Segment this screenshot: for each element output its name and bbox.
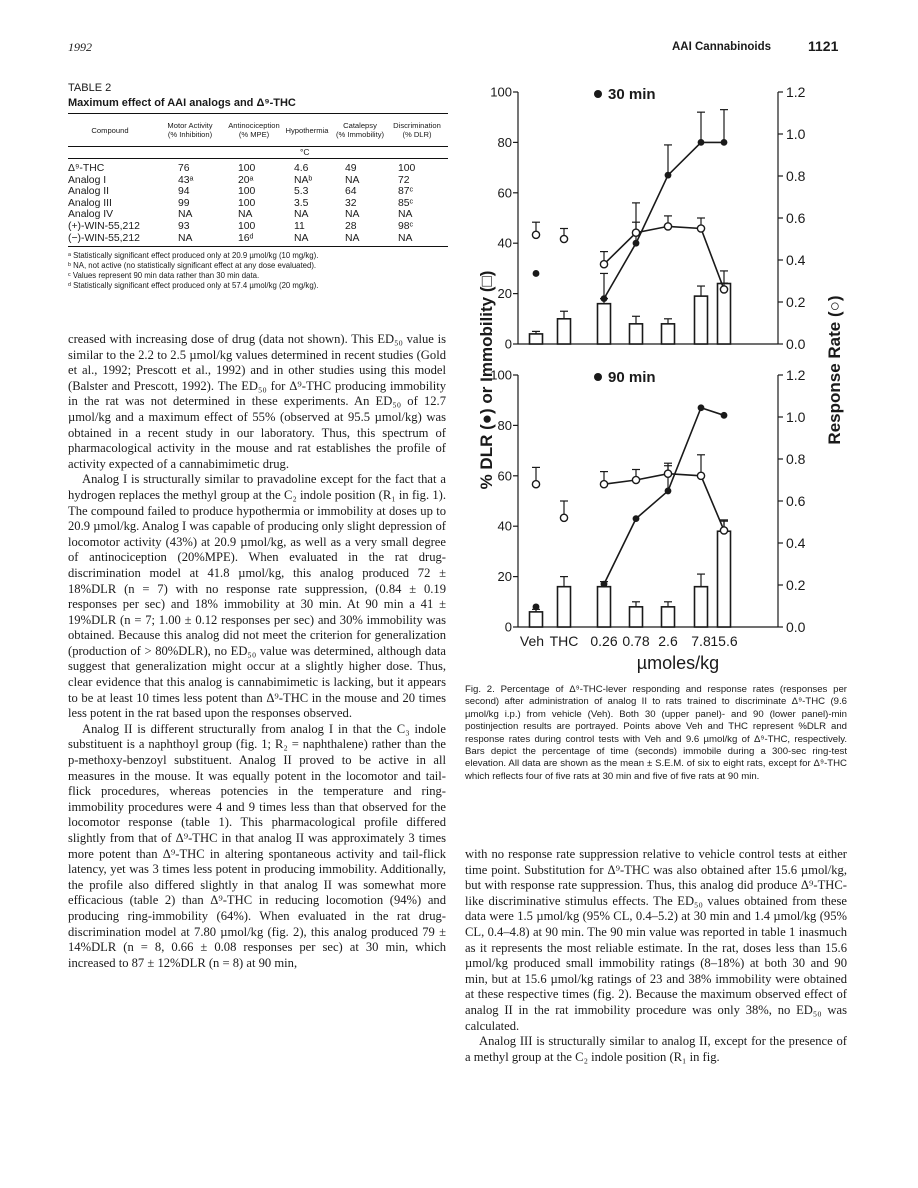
right-tick-label: 0.2: [786, 577, 806, 593]
response-rate-point: [532, 231, 539, 238]
right-tick-label: 1.2: [786, 84, 806, 100]
immobility-bar: [598, 587, 611, 627]
col-header-hypothermia: [280, 126, 334, 135]
table-cell: 43ᵃ: [178, 174, 194, 186]
dlr-point: [698, 139, 705, 146]
table-cell: 11: [294, 220, 305, 232]
col-header-line: (% Immobility): [335, 130, 385, 139]
table-row: [68, 175, 448, 187]
response-rate-point: [600, 261, 607, 268]
left-tick-label: 100: [490, 367, 512, 383]
table-cell: 87ᶜ: [398, 186, 414, 198]
left-tick-label: 20: [497, 286, 512, 302]
x-tick-label: THC: [549, 633, 579, 649]
table-cell: NA: [345, 209, 360, 221]
left-tick-label: 80: [497, 417, 512, 433]
table-cell: 16ᵈ: [238, 232, 254, 244]
immobility-bar: [558, 319, 571, 344]
col-header-line: (% Inhibition): [167, 130, 213, 139]
immobility-bar: [662, 324, 675, 344]
col-header-compound: [68, 126, 152, 135]
col-header-catalepsy: [330, 121, 390, 139]
response-rate-point: [720, 527, 727, 534]
table-body: [68, 159, 448, 244]
left-tick-label: 0: [504, 619, 512, 635]
col-header-line: Catalepsy: [343, 121, 377, 130]
panel-title: 90 min: [608, 369, 656, 386]
table-row: [68, 186, 448, 198]
dlr-point: [665, 172, 672, 179]
dlr-point: [633, 515, 640, 522]
table-cell: 98ᶜ: [398, 220, 414, 232]
table-bottom-rule: [68, 246, 448, 247]
response-rate-line: [604, 474, 724, 531]
response-rate-point: [632, 229, 639, 236]
response-rate-point: [720, 286, 727, 293]
col-header-line: Antinociception: [228, 121, 280, 130]
table-cell: NA: [345, 232, 360, 244]
header-year: 1992: [68, 40, 92, 54]
row-compound: (−)-WIN-55,212: [68, 232, 140, 244]
col-header-discrimination: [386, 121, 448, 139]
table-cell: 72: [398, 174, 410, 186]
col-header-line: Compound: [91, 126, 129, 135]
dlr-line: [604, 408, 724, 584]
table-cell: 100: [238, 197, 256, 209]
dlr-line: [604, 142, 724, 298]
right-tick-label: 0.2: [786, 294, 806, 310]
row-compound: Analog II: [68, 186, 110, 198]
page-number: 1121: [808, 38, 839, 54]
dlr-point: [601, 295, 608, 302]
table-cell: NA: [238, 209, 253, 221]
left-tick-label: 60: [497, 185, 512, 201]
table-label: TABLE 2: [68, 82, 112, 94]
right-tick-label: 0.4: [786, 535, 806, 551]
footnote: ᵈ Statistically significant effect produced only at 57.4 µmol/kg (20 mg/kg).: [68, 281, 319, 291]
response-rate-point: [664, 470, 671, 477]
table-cell: 85ᶜ: [398, 197, 414, 209]
response-rate-point: [560, 235, 567, 242]
table-cell: NA: [345, 174, 360, 186]
x-tick-label: Veh: [519, 633, 545, 649]
table: [68, 113, 448, 291]
row-compound: Analog III: [68, 197, 112, 209]
table-row: [68, 221, 448, 233]
left-tick-label: 40: [497, 518, 512, 534]
right-tick-label: 0.4: [786, 252, 806, 268]
table-row: [68, 198, 448, 210]
col-header-line: (% DLR): [402, 130, 432, 139]
response-rate-point: [600, 481, 607, 488]
paragraph: Analog II is different structurally from analog I in that the C₃ indole substituent is a naphthoyl group (fig. 1; R₂ = naphthalene) rather than the p-methoxy-benzoyl substituent. Analog II proved to be active in all measures in the mouse. It was equally potent in the locomotor and tail-flick procedures, whereas potencies in the temperature and ring-immobility procedures were 4 and 9 times less than that observed for the locomotor response (table 1). This pharmacological profile differed slightly from that of Δ⁹-THC in that analog II was approximately 3 times more potent than Δ⁹-THC in altering spontaneous activity and tail-flick latency, yet was 3 times less potent in producing immobility. Additionally, the profile also differed slightly in that analog II was somewhat more efficacious (table 2) than Δ⁹-THC in reducing locomotion (94%) and producing ring-immobility (64%). When evaluated in the rat drug-discrimination model at 7.80 µmol/kg (fig. 2), this analog produced 79 ± 14%DLR (n = 8, 0.66 ± 0.08 responses per sec) at 30 min, which increased to 87 ± 12%DLR (n = 8) at 90 min,: [68, 721, 446, 970]
paragraph: with no response rate suppression relative to vehicle control tests at either time point. Substitution for Δ⁹-THC was also obtained after 15.6 µmol/kg, but with response rate suppression. Thus, this analog did produce Δ⁹-THC-like discriminative stimulus effects. The ED₅₀ values obtained from these data were 1.5 µmol/kg (95% CL, 0.4–5.2) at 30 min and 1.4 µmol/kg (95% CL, 0.4–4.8) at 90 min. The 90 min value was reported in table 1 inasmuch as it represents the most reliable estimate. In the rat, doses less than 15.6 µmol/kg produced small immobility ratings (8–18%) at both 30 and 90 min, but at 15.6 µmol/kg ratings of 23 and 38% immobility were obtained at these respective times (fig. 2). Because the maximum observed effect of analog II in the rat immobility procedure was only 38%, no ED₅₀ was calculated.: [465, 847, 847, 1033]
col-header-line: Motor Activity: [167, 121, 213, 130]
response-rate-line: [604, 226, 724, 289]
panel-title-dot: [594, 373, 602, 381]
right-axis-label: Response Rate (○): [825, 295, 844, 445]
dlr-point: [533, 270, 540, 277]
row-compound: Analog I: [68, 174, 107, 186]
left-tick-label: 40: [497, 235, 512, 251]
response-rate-point: [560, 514, 567, 521]
right-tick-label: 0.0: [786, 619, 806, 635]
right-tick-label: 0.8: [786, 168, 806, 184]
paragraph: creased with increasing dose of drug (data not shown). This ED₅₀ value is similar to the 2.2 to 2.5 µmol/kg values determined in recent studies (Gold et al., 1992; Prescott et al., 1992) and in other studies using this model (Balster and Prescott, 1992). The ED₅₀ for Δ⁹-THC producing immobility in the rat was not determined in these experiments. An ED₅₀ of 12.7 µmol/kg and a maximum effect of 55% (observed at 95.5 µmol/kg) was obtained in a recent study in our laboratory. Thus, this spectrum of pharmacological activity in the mouse and rat establishes the profile of activity expected of a cannabimimetic drug.: [68, 332, 446, 471]
right-tick-label: 1.2: [786, 367, 806, 383]
panel-title-dot: [594, 90, 602, 98]
left-column-text: [68, 332, 446, 971]
immobility-bar: [695, 296, 708, 344]
table-cell: 49: [345, 163, 357, 174]
table-cell: NA: [398, 232, 413, 244]
x-tick-label: 0.78: [622, 633, 650, 649]
response-rate-point: [697, 472, 704, 479]
table-cell: 100: [238, 163, 256, 174]
table-cell: 76: [178, 163, 190, 174]
row-compound: (+)-WIN-55,212: [68, 220, 140, 232]
immobility-bar: [718, 531, 731, 627]
immobility-bar: [630, 324, 643, 344]
table-cell: 64: [345, 186, 357, 198]
table-cell: 28: [345, 220, 357, 232]
right-column-text: [465, 847, 847, 1065]
right-tick-label: 0.0: [786, 336, 806, 352]
x-tick-label: 2.6: [658, 633, 678, 649]
response-rate-point: [664, 223, 671, 230]
dlr-point: [721, 412, 728, 419]
panel-title: 30 min: [608, 86, 656, 103]
left-tick-label: 0: [504, 336, 512, 352]
table-cell: 100: [238, 186, 256, 198]
left-tick-label: 100: [490, 84, 512, 100]
immobility-bar: [558, 587, 571, 627]
table-row: [68, 163, 448, 175]
footnote: ᵃ Statistically significant effect produced only at 20.9 µmol/kg (10 mg/kg).: [68, 251, 319, 261]
dlr-point: [633, 240, 640, 247]
dlr-point: [721, 139, 728, 146]
immobility-bar: [530, 612, 543, 627]
table-cell: 94: [178, 186, 190, 198]
unit-row: [68, 147, 448, 158]
table-cell: NA: [294, 209, 309, 221]
col-header-line: Discrimination: [393, 121, 441, 130]
col-header-motor: [158, 121, 222, 139]
paragraph: Analog I is structurally similar to pravadoline except for the fact that a hydrogen replaces the methyl group at the C₂ indole position (R₁ in fig. 1). The compound failed to produce hypothermia or immobility at doses up to 20.9 µmol/kg. Analog I was capable of producing only slight depression of locomotor activity (43%) at 20.9 µmol/kg, as well as a very small degree of antinociception (20%MPE). When evaluated in the rat drug-discrimination model at 41.8 µmol/kg, this analog produced 72 ± 18%DLR (n = 7) with no response rate suppression, (0.84 ± 0.19 responses per sec) and 18% immobility at 30 min. At 90 min a 41 ± 19%DLR (n = 7; 1.00 ± 0.12 responses per sec) and 30% immobility was obtained. Because this analog did not meet the criterion for generalization (production of > 80%DLR), no ED₅₀ value was determined, although data suggest that generalization might occur at a slightly higher dose. Thus, clear evidence that this analog is cannabimimetic is lacking, but it appears to be at least 10 times less potent than Δ⁹-THC in the mouse and 20 times less potent in the rat based upon the responses observed.: [68, 472, 446, 721]
left-tick-label: 80: [497, 134, 512, 150]
figure-2: [460, 70, 860, 682]
paragraph: Analog III is structurally similar to analog II, except for the presence of a methyl group at the C₂ indole position (R₁ in fig.: [465, 1034, 847, 1064]
row-compound: Δ⁹-THC: [68, 163, 105, 174]
x-tick-label: 7.8: [691, 633, 711, 649]
col-header-line: (% MPE): [238, 130, 270, 139]
table-cell: 100: [238, 220, 256, 232]
immobility-bar: [662, 607, 675, 627]
table-cell: 4.6: [294, 163, 309, 174]
table-cell: NA: [398, 209, 413, 221]
dlr-point: [698, 404, 705, 411]
col-header-line: Hypothermia: [285, 126, 329, 135]
response-rate-point: [697, 225, 704, 232]
table-cell: NA: [294, 232, 309, 244]
table-cell: NA: [178, 232, 193, 244]
table-cell: 5.3: [294, 186, 309, 198]
left-tick-label: 20: [497, 569, 512, 585]
footnote: ᶜ Values represent 90 min data rather than 30 min data.: [68, 271, 260, 281]
table-cell: NA: [178, 209, 193, 221]
table-cell: 32: [345, 197, 357, 209]
left-axis-label: % DLR (●) or Immobility (□): [477, 270, 496, 490]
col-header-antinociception: [222, 121, 286, 139]
response-rate-point: [632, 476, 639, 483]
immobility-bar: [598, 304, 611, 344]
footnote: ᵇ NA, not active (no statistically significant effect at any dose evaluated).: [68, 261, 317, 271]
immobility-bar: [630, 607, 643, 627]
right-tick-label: 1.0: [786, 126, 806, 142]
x-tick-label: 15.6: [710, 633, 738, 649]
unit-celsius: °C: [300, 147, 310, 157]
table-cell: 3.5: [294, 197, 309, 209]
x-tick-label: 0.26: [590, 633, 618, 649]
table-cell: 100: [398, 163, 416, 174]
figure-caption: Fig. 2. Percentage of Δ⁹-THC-lever responding and response rates (responses per second) after administration of analog II to rats trained to discriminate Δ⁹-THC (9.6 µmol/kg i.p.) from vehicle (Veh). Both 30 (upper panel)- and 90 (lower panel)-min postinjection results are portrayed. Points above Veh and THC represent %DLR and response rates during control tests with Veh and 9.6 µmol/kg of Δ⁹-THC, respectively. Bars depict the percentage of time (seconds) immobile during a 300-sec ring-test elevation. All data are shown as the mean ± S.E.M. of six to eight rats, except for Δ⁹-THC which reflects four of five rats at 30 min and five of five rats at 90 min.: [465, 684, 847, 782]
table-footnotes: [68, 251, 448, 291]
table-caption: Maximum effect of AAI analogs and Δ⁹-THC: [68, 97, 296, 109]
x-axis-label: µmoles/kg: [636, 653, 720, 673]
table-cell: 99: [178, 197, 190, 209]
table-cell: 20ᵃ: [238, 174, 254, 186]
dlr-point: [533, 603, 540, 610]
table-row: [68, 209, 448, 221]
table-cell: 93: [178, 220, 190, 232]
right-tick-label: 0.6: [786, 493, 806, 509]
left-tick-label: 60: [497, 468, 512, 484]
table-cell: NAᵇ: [294, 174, 313, 186]
running-title: AAI Cannabinoids: [672, 41, 772, 53]
immobility-bar: [530, 334, 543, 344]
response-rate-point: [532, 481, 539, 488]
row-compound: Analog IV: [68, 209, 114, 221]
immobility-bar: [695, 587, 708, 627]
table-header: [68, 114, 448, 146]
table-row: [68, 233, 448, 245]
right-tick-label: 0.8: [786, 451, 806, 467]
right-tick-label: 0.6: [786, 210, 806, 226]
dlr-point: [601, 581, 608, 588]
dlr-point: [665, 488, 672, 495]
right-tick-label: 1.0: [786, 409, 806, 425]
